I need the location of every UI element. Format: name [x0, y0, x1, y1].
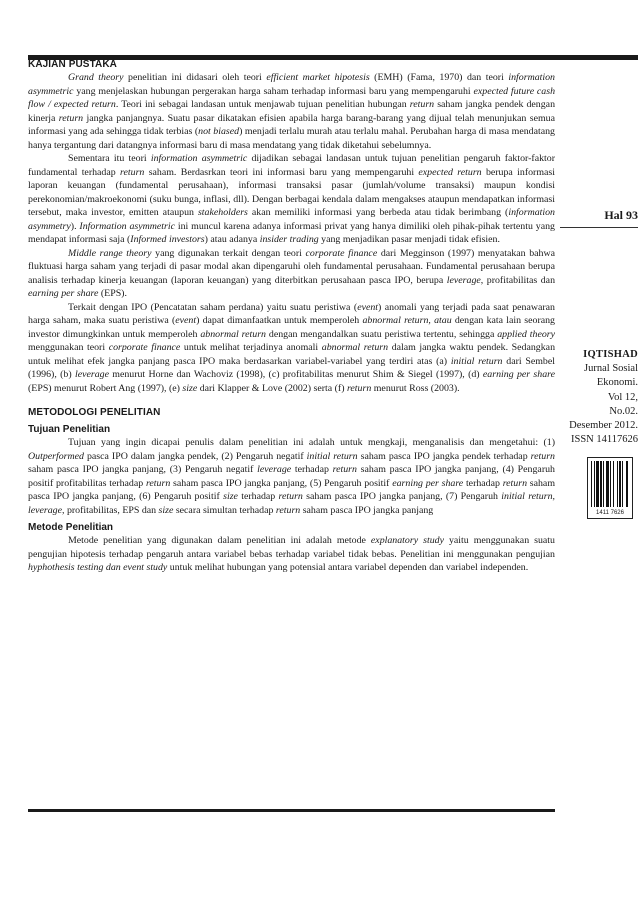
italic-term: earning per share — [392, 477, 464, 489]
text-run: ). — [70, 220, 80, 232]
barcode — [587, 457, 633, 519]
journal-subtitle: Jurnal Sosial — [584, 363, 638, 375]
text-run: terhadap — [291, 464, 333, 475]
italic-term: initial return — [450, 355, 503, 367]
text-run: dari Megginson (1997) menyatakan bahwa fluktuasi harga saham yang terjadi di pasar modal akan dipengaruhi oleh fundamental perusahaan. Fundamental perusahaan berupa analisis terhadap kinerja keuangan (laporan keuangan) yang diterbitkan perusahaan pasca IPO, berupa — [28, 247, 555, 286]
italic-term: information asymmetric — [150, 153, 248, 164]
text-run: dari Klapper & Love (2002) serta (f) — [197, 382, 347, 394]
text-run: terhadap — [463, 477, 503, 489]
italic-term: event — [175, 315, 197, 326]
text-run: terhadap — [237, 491, 279, 502]
text-run: Tujuan yang ingin dicapai penulis dalam penelitian ini adalah untuk mengkaji, menganalisis dan mengetahui: (1) — [68, 437, 555, 448]
text-run: saham pasca IPO jangka panjang, (7) Pengaruh — [302, 491, 502, 502]
italic-term: explanatory study — [370, 535, 444, 546]
text-run: saham pasca IPO jangka panjang — [300, 504, 434, 516]
italic-term: hyphothesis testing dan event study — [28, 562, 168, 573]
text-run: ) anomali yang terjadi pada saat penawaran harga saham, maka suatu peristiwa ( — [28, 301, 555, 326]
text-run: Sementara itu teori — [68, 153, 151, 164]
text-run: dari Sembel (1996), (b) — [28, 355, 555, 380]
text-run: yang menjadikan pasar menjadi tidak efisien. — [318, 234, 500, 245]
section-heading-kajian: KAJIAN PUSTAKA — [28, 59, 117, 70]
italic-term: leverage — [446, 274, 481, 286]
text-run: secara simultan terhadap — [173, 504, 276, 516]
italic-term: leverage — [74, 369, 109, 380]
text-run: Terkait dengan IPO (Pencatatan saham perdana) yaitu suatu peristiwa ( — [68, 301, 358, 313]
text-run: yaitu menggunakan suatu pengujian hipotesis terhadap pengaruh antara variabel bebas terhadap variabel tidak bebas. Penelitian ini menggunakan pengujian — [28, 535, 555, 560]
italic-term: information asymmetry — [28, 207, 555, 232]
text-run: (EPS) menurut Robert Ang (1997), (e) — [28, 382, 183, 394]
italic-term: Informed investors — [130, 234, 205, 245]
text-run: untuk melihat terjadinya anomali — [180, 342, 322, 353]
paragraph — [28, 301, 555, 396]
italic-term: abnormal return, atau — [362, 315, 452, 326]
text-run: jangka panjangnya. Suatu pasar dikatakan efisien apabila harga barang-barang yang dijual telah menunjukan semua informasi yang ada sehingga tidak terbias ( — [28, 112, 555, 137]
italic-term: Outperformed — [28, 450, 84, 462]
italic-term: Middle range theory — [68, 247, 152, 259]
text-run: ini muncul karena adanya informasi privat yang hanya dimiliki oleh pihak-pihak tertentu yang mendapat informasi saja ( — [28, 220, 555, 245]
journal-volume: Vol 12, — [607, 391, 638, 403]
barcode-icon — [588, 458, 632, 510]
italic-term: not biased — [198, 126, 240, 137]
text-run: (EPS). — [98, 288, 127, 299]
text-run: saham. Berdasrkan teori ini informasi baru yang mempengaruhi — [144, 166, 419, 178]
text-run: untuk melihat hubungan yang potensial antara variabel dependen dan variabel independen. — [167, 562, 529, 573]
italic-term: insider trading — [259, 234, 319, 245]
journal-info — [556, 348, 638, 447]
journal-issn: ISSN 14117626 — [571, 434, 638, 446]
text-run: penelitian ini didasari oleh teori — [123, 72, 267, 83]
italic-term: Information asymmetric — [79, 220, 175, 232]
side-rule — [560, 227, 638, 228]
italic-term: return — [278, 491, 303, 502]
journal-date: Desember 2012. — [569, 420, 638, 432]
text-run: yang menjelaskan hubungan pergerakan harga saham terhadap informasi baru yang mempengaruhi — [73, 85, 474, 97]
text-run: pasca IPO dalam jangka pendek, (2) Pengaruh negatif — [83, 450, 307, 462]
italic-term: information asymmetric — [28, 72, 555, 97]
text-run: dengan kata lain seorang investor dimungkinkan untuk memperoleh — [28, 315, 555, 340]
text-run: ) dapat dimanfaatkan untuk memperoleh — [196, 315, 363, 326]
paragraph — [28, 152, 555, 247]
text-run: saham pasca IPO jangka pendek terhadap — [357, 450, 531, 462]
italic-term: corporate finance — [305, 247, 378, 259]
italic-term: Grand theory — [68, 72, 124, 83]
text-run: (EMH) (Fama, 1970) dan teori — [369, 72, 509, 83]
italic-term: initial return — [306, 450, 358, 462]
text-run: saham pasca IPO jangka panjang, (4) Pengaruh positif profitabilitas terhadap — [28, 464, 555, 489]
text-run: ) atau adanya — [204, 234, 260, 245]
italic-term: earning per share — [482, 369, 555, 380]
journal-subtitle-2: Ekonomi. — [596, 377, 638, 389]
italic-term: return — [409, 99, 435, 110]
page-label: Hal 93 — [604, 208, 638, 222]
text-run: berupa informasi laporan keuangan (fundamental perusahaan), informasi transaksi pasar (jumlah/volume transaksi) maupun kondisi perekonomian/makroekonomi (suku bunga, inflasi, dll). Dengan berbagai kendala dalam mengakses ataupun mendapatkan informasi tersebut, maka investor, emitten ataupun — [28, 166, 555, 218]
text-run: menurut Ross (2003). — [371, 382, 460, 394]
italic-term: expected future cash flow / expected return — [28, 85, 556, 110]
italic-term: earning per share — [28, 288, 99, 299]
text-run: , profitabilitas dan — [480, 274, 556, 286]
text-run: menggunakan teori — [28, 342, 109, 353]
italic-term: event — [357, 301, 379, 313]
text-run: Metode penelitian yang digunakan dalam penelitian ini adalah metode — [68, 535, 371, 546]
italic-term: corporate finance — [108, 342, 181, 353]
italic-term: return — [530, 450, 555, 462]
italic-term: abnormal return — [200, 328, 266, 340]
text-run: . Teori ini sebagai landasan untuk menjawab tujuan penelitian hubungan — [115, 99, 410, 110]
subheading-tujuan: Tujuan Penelitian — [28, 424, 111, 435]
italic-term: return — [502, 477, 528, 489]
italic-term: expected return — [418, 166, 482, 178]
text-run: saham pasca IPO jangka panjang, (5) Pengaruh positif — [170, 477, 393, 489]
italic-term: return — [120, 166, 145, 178]
bottom-rule — [28, 809, 555, 812]
italic-term: return — [332, 464, 357, 475]
subheading-metode: Metode Penelitian — [28, 522, 114, 533]
paragraph — [28, 436, 555, 517]
paragraph — [28, 534, 555, 575]
text-run: profitabilitas, EPS dan — [64, 504, 159, 516]
journal-number: No.02. — [609, 405, 638, 417]
barcode-number: 1411 7626 — [588, 510, 632, 517]
section-heading-metodologi: METODOLOGI PENELITIAN — [28, 407, 161, 418]
italic-term: leverage — [257, 464, 292, 475]
paragraph — [28, 247, 555, 301]
italic-term: size — [158, 504, 174, 516]
italic-term: return — [58, 112, 84, 124]
italic-term: size — [182, 382, 198, 394]
text-run: dijadikan sebagai landasan untuk tujuan penelitian pengaruh faktor-faktor fundamental terhadap — [28, 153, 555, 178]
text-run: saham pasca IPO jangka panjang, (6) Pengaruh positif — [28, 477, 555, 502]
text-run: dalam jangka waktu pendek. Sedangkan untuk melihat efek jangka panjang pasca IPO maka berdasarkan variabel-variabel yang terdiri atas (a) — [28, 342, 556, 367]
italic-term: initial return, leverage, — [28, 491, 555, 516]
text-run: dengan mengandalkan suatu peristiwa tertentu, sehingga — [266, 328, 498, 340]
italic-term: abnormal return — [321, 342, 389, 353]
italic-term: efficient market hipotesis — [266, 72, 370, 83]
italic-term: return — [145, 477, 171, 489]
italic-term: return — [275, 504, 301, 516]
journal-name: IQTISHAD — [583, 349, 638, 360]
italic-term: applied theory — [497, 328, 555, 340]
text-run: menurut Horne dan Wachoviz (1998), (c) profitabilitas menurut Shim & Siegel (1997), (d) — [108, 369, 483, 380]
paragraph — [28, 71, 555, 152]
text-run: saham jangka pendek dengan kinerja — [28, 99, 556, 124]
italic-term: size — [223, 491, 238, 502]
text-run: saham pasca IPO jangka panjang, (3) Pengaruh negatif — [28, 464, 258, 475]
text-run: yang digunakan terkait dengan teori — [151, 247, 306, 259]
italic-term: stakeholders — [197, 207, 248, 218]
text-run: akan memiliki informasi yang berbeda atau tidak berimbang ( — [247, 207, 509, 218]
italic-term: return — [346, 382, 372, 394]
main-column — [28, 58, 555, 575]
text-run: ) menjadi terlalu murah atau terlalu mahal. Perubahan harga di masa mendatang hanya tergantung dari datangnya informasi baru di masa mendatang yang tidak diketahui sebelumnya. — [28, 126, 555, 151]
